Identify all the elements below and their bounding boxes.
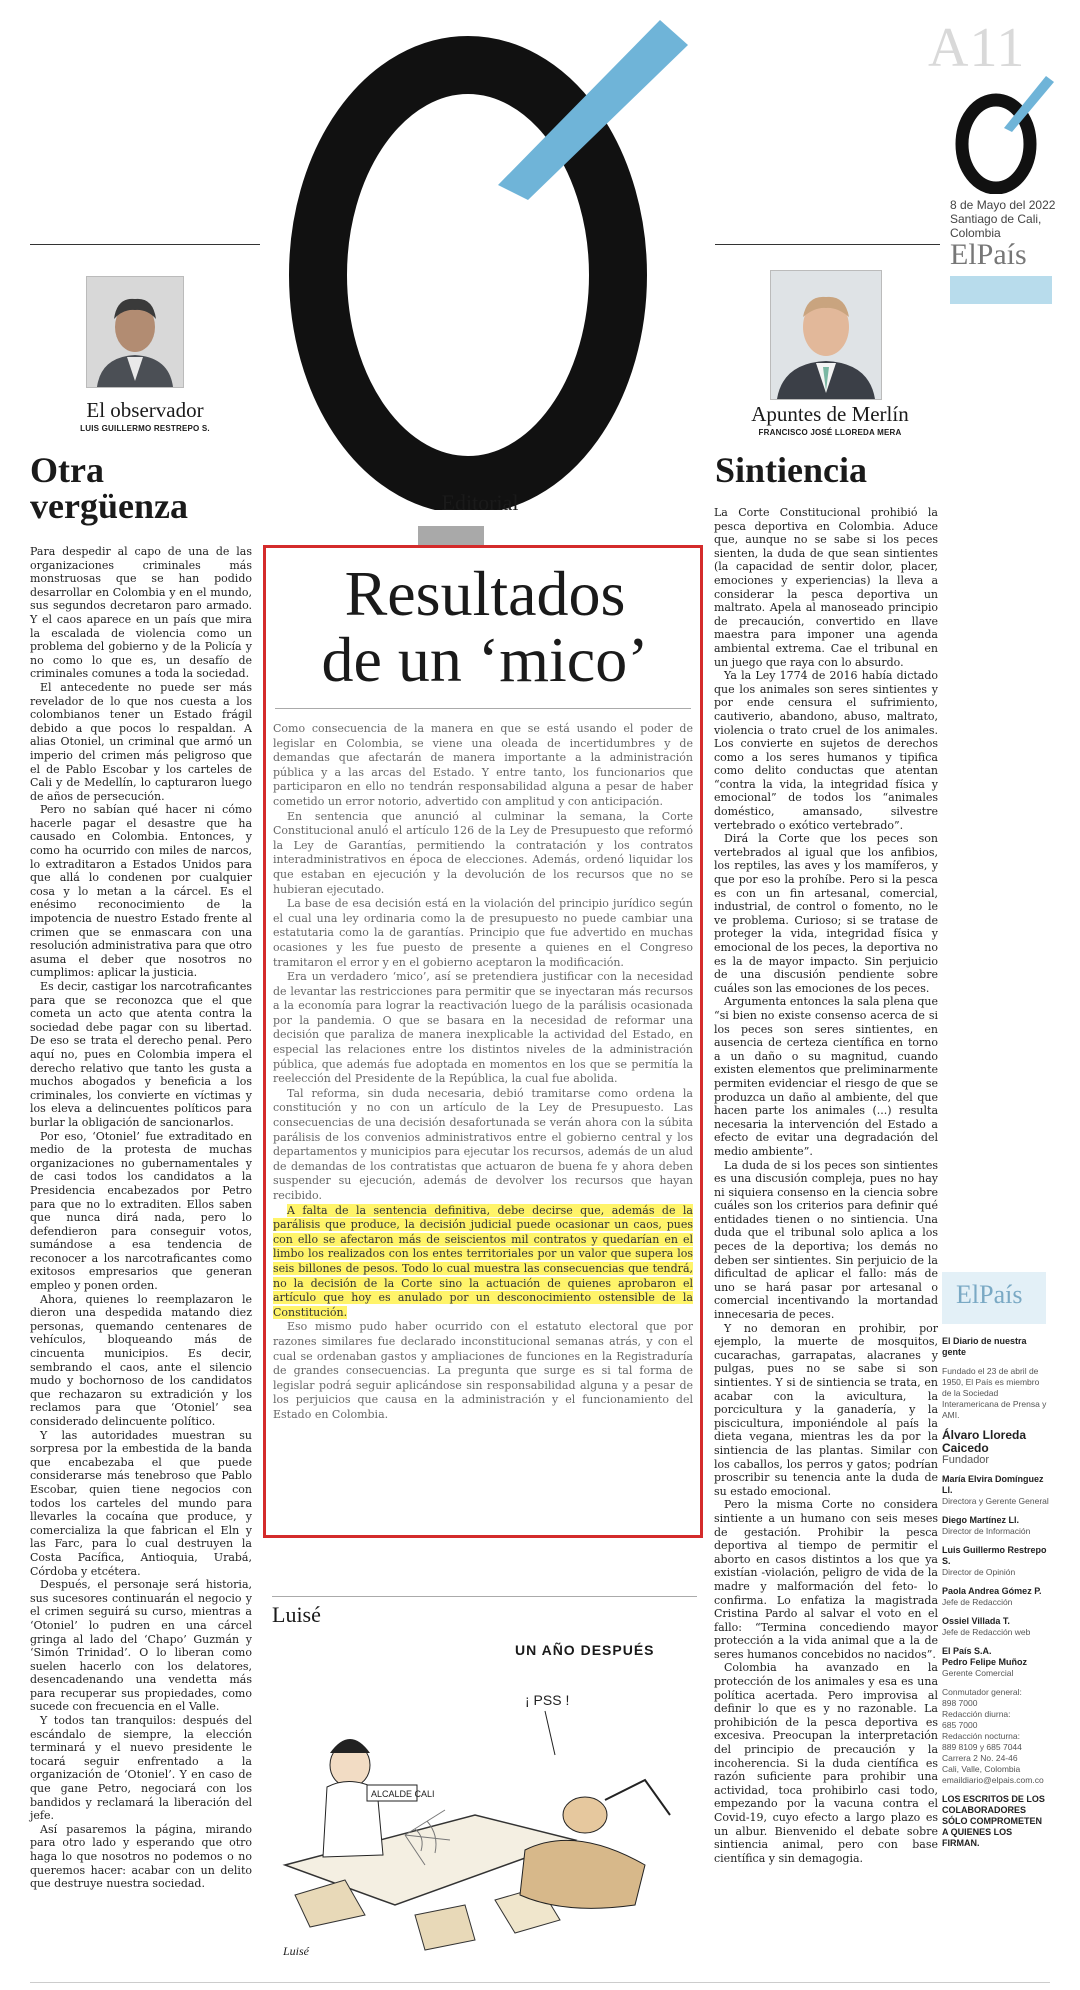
contact-email[interactable]: emaildiario@elpais.com.co bbox=[942, 1775, 1044, 1785]
masthead-logo-pais: País bbox=[979, 1280, 1023, 1309]
editorial-label-bar bbox=[418, 526, 484, 546]
editorial-headline-2: de un ‘mico’ bbox=[321, 624, 649, 695]
cartoon-illustration bbox=[275, 1665, 695, 1965]
top-rule-left bbox=[30, 244, 260, 245]
manager-role: Gerente Comercial bbox=[942, 1668, 1014, 1678]
headline-left: Otra vergüenza bbox=[30, 450, 188, 526]
paragraph: La base de esa decisión está en la violación del principio jurídico según el cual una ley ordinaria como la de presupuesto no puede cambiar una estatutaria como la de garantías. Principio que fue advertido en muchas ocasiones y les fue puesto de presente a quienes en el Congreso tramitaron el error y en el gobierno aceptaron la modificación. bbox=[273, 897, 693, 969]
top-rule-right bbox=[715, 244, 940, 245]
contact-line: Redacción nocturna: bbox=[942, 1731, 1020, 1741]
logo-el: El bbox=[950, 238, 977, 271]
editorial-body bbox=[273, 722, 693, 1423]
paragraph: En sentencia que anunció al culminar la semana, la Corte Constitucional anuló el artículo 126 de la Ley de Presupuesto que reformó la Ley de Garantías, permitiendo la contratación y los contratos interadministrativos en época de elecciones. Además, ordenó liquidar los que estaban en ejecución y la devolución de los recursos que no se hubieran ejecutado. bbox=[273, 809, 693, 896]
paragraph: Eso mismo pudo haber ocurrido con el estatuto electoral que por razones similares fue declarado inconstitucional semanas atrás, y con el cual se ordenaban gastos y ampliaciones de funciones en la Registraduría de grandes consecuencias. La pregunta que surge es si tal forma de legislar podrá seguir aplicándose sin responsabilidad alguna y a pesar de los perjuicios que causa en la administración y el funcionamiento del Estado en Colombia. bbox=[273, 1320, 693, 1421]
paragraph: Pero la misma Corte no considera sintiente a un humano con seis meses de gestación. Prohibir la pesca deportiva al tiempo de permitir el aborto en casos distintos a los que ya existían -violación, peligro de vida de la madre y malformación del feto- lo confirma. Lo enfatiza la magistrada Cristina Pardo al salvar el voto en el fallo: “Termina concediendo mayor protección a la vida animal que a la de seres humanos concebidos no nacidos”. bbox=[714, 1498, 938, 1661]
contact-line: 685 7000 bbox=[942, 1720, 978, 1730]
paragraph: Colombia ha avanzado en la protección de los animales y esa es una política acertada. Pero improvisa al definir lo que es y no razonable. La prohibición de la pesca deportiva es excesiva. Preocupan la interpretación del principio de precaución y la incoherencia. Si la duda científica es razón suficiente para prohibir una actividad, toca prohibirlo casi todo, empezando por la vacuna contra el Covid-19, cuyo efecto a largo plazo es un albur. Bienvenido el debate sobre sintiencia animal, pero con base científica y sin demagogia. bbox=[714, 1661, 938, 1865]
paragraph: Y las autoridades muestran su sorpresa por la embestida de la banda que encabezaba el que puede considerarse más tenebroso que Pablo Escobar, quien tiene negocios con todos los carteles del mundo para llevarles la cocaína que produce, y comercializa la que fabrican el Eln y las Farc, para lo cual destruyen la Costa Pacífica, Antioquia, Urabá, Córdoba y etcétera. bbox=[30, 1428, 252, 1578]
paragraph: Tal reforma, sin duda necesaria, debió tramitarse como ordena la constitución y no con un artículo de la Ley de Presupuesto. Las consecuencias de una decisión desafortunada se verán ahora con la súbita parálisis de los convenios administrativos entre el gobierno central y los departamentos y municipios para ejecutar los recursos, además de un alud de demandas de los contratistas que actuaron de buena fe y ahora deben suspender su ejecución, además de devolver los recursos que hayan recibido. bbox=[273, 1086, 693, 1202]
editorial-label: Editorial bbox=[441, 490, 519, 515]
paragraph: Pero no sabían qué hacer ni cómo hacerle pagar el desastre que ha causado en Colombia. Entonces, y como ha ocurrido con miles de narcos, lo extraditaron a Estados Unidos para que allá lo condenen por cualquier cosa y lo metan a la cárcel. Es el enésimo reconocimiento de la impotencia de nuestro Estado frente al crimen que se enmascara con una resolución administrativa para que otro asuma el deber que nosotros no cumplimos: aplicar la justicia. bbox=[30, 803, 252, 980]
contact-block bbox=[942, 1687, 1050, 1786]
masthead-founded: Fundado el 23 de abril de 1950, El País es miembro de la Sociedad Interamericana de Prensa y AMI. bbox=[942, 1366, 1047, 1420]
company-name: El País S.A. bbox=[942, 1646, 992, 1656]
logo-pais: País bbox=[976, 238, 1027, 271]
elpais-logo bbox=[950, 238, 1027, 272]
paragraph: Dirá la Corte que los peces son vertebrados al igual que los anfibios, los reptiles, las aves y los mamíferos, y que por eso la prohíbe. Pero si la pesca es con un fin artesanal, comercial, industrial, de control o fomento, no le ve problema. Curioso; si se tratase de proteger la vida, integridad física y emocional de los peces, la deportiva no es la de mayor impacto. Sin perjuicio de una discusión pendiente sobre cuáles son las emociones de los peces. bbox=[714, 832, 938, 995]
paragraph: Por eso, ‘Otoniel’ fue extraditado en medio de la protesta de muchas organizaciones no gubernamentales y de casi todos los candidatos a la Presidencia encabezados por Petro para que no lo extraditen. Ellos saben que nunca dirá nada, pero lo defendieron para conseguir votos, sumándose a esa tendencia de reconocer a los narcotraficantes como exitosos empresarios que generan empleo y ponen orden. bbox=[30, 1129, 252, 1293]
masthead-tagline: El Diario de nuestra gente bbox=[942, 1336, 1027, 1357]
contact-line: Carrera 2 No. 24-46 bbox=[942, 1753, 1018, 1763]
staff-name: Ossiel Villada T. bbox=[942, 1616, 1010, 1626]
paragraph: Ya la Ley 1774 de 2016 había dictado que los animales son seres sintientes y por ende censura el sufrimiento, cautiverio, abandono, abuso, maltrato, violencia o trato cruel de los animales. Los convierte en sujetos de derechos como a los seres humanos y tipifica como delito conductas que atentan “contra la vida, la integridad física y emocional” de todos los “animales doméstico, amansado, silvestre vertebrado o exótico vertebrado”. bbox=[714, 669, 938, 832]
staff-name: Diego Martínez Ll. bbox=[942, 1515, 1020, 1525]
headline-right: Sintiencia bbox=[715, 450, 868, 490]
paragraph: La Corte Constitucional prohibió la pesca deportiva en Colombia. Aduce que, aunque no se sabe si los peces sienten, la duda de que sean sintientes (la capacidad de sentir dolor, placer, emociones y experiencias) la lleva a considerar la pesca deportiva un maltrato. Apela al manoseado principio de precaución, convertido en llave maestra para imponer una agenda ambiental extrema. Cae el tribunal en un juego que raya con lo absurdo. bbox=[714, 506, 938, 669]
paragraph: Después, el personaje será historia, sus sucesores continuarán el negocio y el crimen seguirá su curso, mientras a ‘Otoniel’ lo pudren en una cárcel gringa al lado del ‘Chapo’ Guzmán y ‘Simón Trinidad’. O lo liberan como suelen hacerlo con los delatores, desencadenando una vendetta más para recuperar sus propiedades, como sucede con frecuencia en el Valle. bbox=[30, 1578, 252, 1714]
cartoon-rule bbox=[272, 1596, 697, 1597]
contact-line: 898 7000 bbox=[942, 1698, 978, 1708]
masthead-logo-el: El bbox=[956, 1280, 980, 1309]
article-right-body bbox=[714, 506, 938, 1865]
bottom-rule bbox=[30, 1982, 1050, 1983]
headline-divider bbox=[275, 708, 691, 709]
cartoon-sign: ALCALDE CALI bbox=[371, 1789, 435, 1799]
masthead-logo bbox=[956, 1280, 1022, 1310]
opinion-big-o-graphic bbox=[258, 10, 698, 510]
cartoon-signature: Luisé bbox=[283, 1944, 310, 1958]
section-name-left: El observador bbox=[86, 398, 204, 422]
paragraph: Es decir, castigar los narcotraficantes para que se reconozca que el que cometa un acto que atenta contra la sociedad debe pagar con su libertad. De eso se trata el derecho penal. Pero aquí no, pues en Colombia impera el derecho relativo que tanto les gusta a muchos abogados y beneficia a los criminales, los convierte en víctimas y los eleva a delincuentes políticos para burlar la obligación de sancionarlos. bbox=[30, 980, 252, 1129]
opinion-small-o-graphic bbox=[948, 66, 1056, 194]
page-number: A11 bbox=[928, 17, 1026, 79]
staff-name: María Elvira Domínguez Ll. bbox=[942, 1474, 1044, 1495]
staff-role: Director de Información bbox=[942, 1526, 1031, 1536]
staff-name: Luis Guillermo Restrepo S. bbox=[942, 1545, 1047, 1566]
paragraph: El antecedente no puede ser más revelador de lo que nos cuesta a los colombianos tener un Estado frágil debido a que pocos lo respaldan. A alias Otoniel, un criminal que armó un imperio del crimen más peligroso que el de Pablo Escobar y los carteles de Cali y de Medellín, lo capturaron luego de años de persecución. bbox=[30, 680, 252, 803]
paragraph: Para despedir al capo de una de las organizaciones criminales más monstruosas que se han podido desarrollar en Colombia y en el mundo, sus segundos decretaron paro armado. Y el caos aparece en un país que mira la escalada de violencia como un problema del gobierno y de la Policía y no como lo que es, un desafío de criminales comunes a toda la sociedad. bbox=[30, 545, 252, 681]
founder-role: Fundador bbox=[942, 1454, 990, 1466]
founder-name: Álvaro Lloreda Caicedo bbox=[942, 1428, 1027, 1455]
manager-name: Pedro Felipe Muñoz bbox=[942, 1657, 1028, 1667]
cartoon-bubble: ¡ PSS ! bbox=[525, 1692, 570, 1708]
contact-line: Redacción diurna: bbox=[942, 1709, 1011, 1719]
staff-role: Jefe de Redacción bbox=[942, 1597, 1013, 1607]
columnist-photo-right bbox=[770, 270, 882, 400]
paragraph: Era un verdadero ‘mico’, así se pretendiera justificar con la necesidad de levantar las restricciones para permitir que se inyectaran más recursos a la economía para lograr la reactivación luego de la parálisis ocasionada por la pandemia. O que se basara en la necesidad de reformar una decisión que paraliza de manera inexplicable la actividad del Estado, en especial las relaciones entre los distintos niveles de la administración pública, que además fue adoptada en momentos en los que se permitía la reelección del Presidente de la República, la cual fue abolida. bbox=[273, 970, 693, 1086]
staff-role: Directora y Gerente General bbox=[942, 1496, 1049, 1506]
author-right: FRANCISCO JOSÉ LLOREDA MERA bbox=[758, 428, 902, 437]
cartoonist-name: Luisé bbox=[272, 1602, 321, 1627]
paragraph: Y no demoran en prohibir, por ejemplo, la muerte de mosquitos, cucarachas, garrapatas, alacranes y pulgas, pues no se sabe si son sintientes. Y si de sintiencia se trata, en acabar con la avicultura, la porcicultura y la ganadería, y la piscicultura, imponiéndole al país la dieta vegana, mientras les da por la sintiencia de las plantas. Similar con los caballos, los perros y gatos; podrían proscribir su tenencia ante la duda de su estado emocional. bbox=[714, 1321, 938, 1498]
paragraph: Argumenta entonces la sala plena que “si bien no existe consenso acerca de si los peces son seres sintientes, en ausencia de certeza científica en torno a un daño o su magnitud, cuando existen elementos que preliminarmente permiten evidenciar el riesgo de que se produzca un daño al ambiente, del que hacen parte los animales (...) resulta necesaria la intervención del Estado a efecto de evitar una degradación del medio ambiente”. bbox=[714, 995, 938, 1158]
brand-bar bbox=[950, 276, 1052, 304]
paragraph: Como consecuencia de la manera en que se está usando el poder de legislar en Colombia, se viene una oleada de incertidumbres y de demandas que afectarán de manera importante a la administración pública y a las arcas del Estado. Y entre tanto, los funcionarios que participaron en ello no tendrán responsabilidad alguna a pesar de haber cometido un error notorio, advertido con amplitud y con anticipación. bbox=[273, 722, 693, 808]
paragraph: La duda de si los peces son sintientes es una discusión compleja, pues no hay ni siquiera consenso en la ciencia sobre cuáles son los criterios para definir qué entidades tienen o no sintiencia. Una duda que el tribunal solo aplica a los peces de la deportiva; los demás no deben ser sintientes. Sin perjuicio de la dificultad de aplicar el fallo: más de uno se hará pasar por artesanal o comercial incentivando la mortandad innecesaria de peces. bbox=[714, 1158, 938, 1322]
article-left-body bbox=[30, 545, 252, 1891]
contact-line: Cali, Valle, Colombia bbox=[942, 1764, 1021, 1774]
highlighted-paragraph bbox=[273, 1204, 693, 1321]
contact-line: 889 8109 y 685 7044 bbox=[942, 1742, 1022, 1752]
paragraph: Ahora, quienes lo reemplazaron le dieron una despedida matando diez personas, quemando centenares de vehículos, bloqueando más de cincuenta municipios. Es decir, sembrando el caos, ante el silencio mudo y bochornoso de los candidatos que rechazaron su extradición y los reclamos para que ‘Otoniel’ sea considerado delincuente político. bbox=[30, 1292, 252, 1428]
masthead bbox=[942, 1336, 1050, 1849]
paragraph: Así pasaremos la página, mirando para otro lado y esperando que otro haga lo que nosotros no podemos o no queremos hacer: acabar con un delito que destruye nuestra sociedad. bbox=[30, 1822, 252, 1891]
dateline: 8 de Mayo del 2022 Santiago de Cali, Colombia bbox=[950, 198, 1056, 240]
staff-role: Jefe de Redacción web bbox=[942, 1627, 1031, 1637]
editorial-headline-1: Resultados bbox=[344, 558, 626, 629]
cartoon-caption: UN AÑO DESPUÉS bbox=[515, 1642, 655, 1658]
section-name-right: Apuntes de Merlín bbox=[751, 402, 909, 426]
contact-line: Conmutador general: bbox=[942, 1687, 1022, 1697]
columnist-photo-left bbox=[86, 276, 184, 388]
author-left: LUIS GUILLERMO RESTREPO S. bbox=[80, 424, 210, 433]
paragraph: Y todos tan tranquilos: después del escándalo de siempre, la elección terminará y el nuevo presidente le tocará seguir enfrentado a la organización de ‘Otoniel’. Y en caso de que gane Petro, negociará con los bandidos y reclamará la liberación del jefe. bbox=[30, 1714, 252, 1823]
disclaimer: LOS ESCRITOS DE LOS COLABORADORES SÓLO COMPROMETEN A QUIENES LOS FIRMAN. bbox=[942, 1794, 1045, 1848]
highlighted-text: A falta de la sentencia definitiva, debe decirse que, además de la parálisis que produce, la decisión judicial puede ocasionar un caos, pues con ello se afectaron más de seiscientos mil contratos y quedarían en el limbo los realizados con los entes territoriales por un valor que supera los seis billones de pesos. Todo lo cual muestra las consecuencias que tendrá, no la decisión de la Corte sino la actuación de quienes aprobaron el artículo que hoy es anulado por un desconocimiento ostensible de la Constitución. bbox=[273, 1203, 693, 1319]
staff-name: Paola Andrea Gómez P. bbox=[942, 1586, 1042, 1596]
staff-role: Director de Opinión bbox=[942, 1567, 1016, 1577]
